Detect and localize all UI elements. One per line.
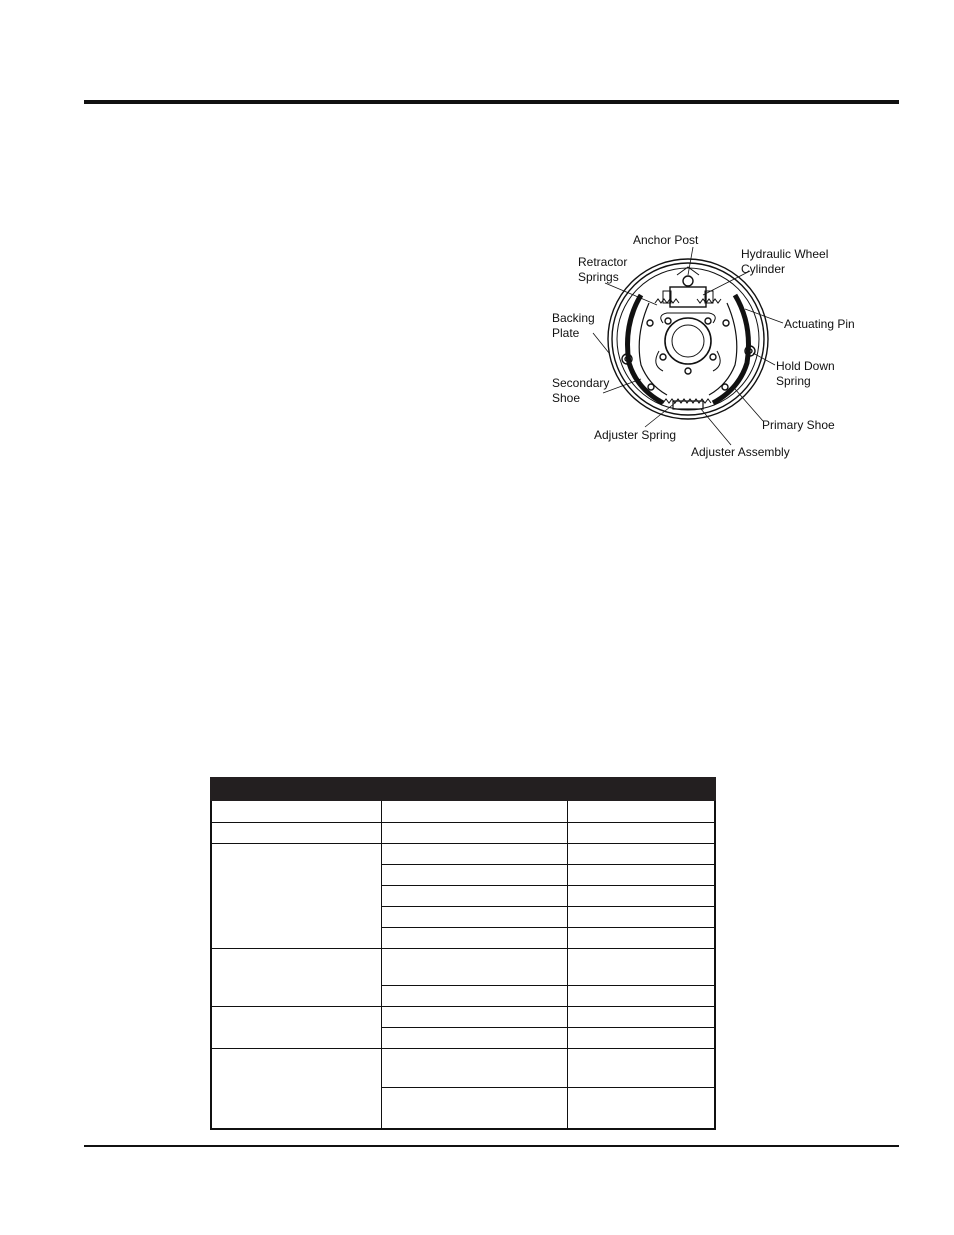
label-hydraulic-wheel-cylinder: Hydraulic Wheel Cylinder [741,247,829,276]
label-adjuster-spring: Adjuster Spring [594,428,677,442]
table-subrow-rule [381,985,716,986]
table-subrow-rule [381,1027,716,1028]
table-frame [210,801,716,1130]
column-divider [381,801,382,1130]
header-rule [84,100,899,104]
label-adjuster-assembly: Adjuster Assembly [691,445,790,459]
label-retractor-springs: Retractor Springs [578,255,628,284]
label-actuating-pin: Actuating Pin [784,317,855,331]
table-row-rule [210,948,716,949]
label-anchor-post: Anchor Post [633,233,699,247]
label-backing-plate: Backing Plate [552,311,595,340]
table-header-bar [210,777,716,801]
table-row-rule [210,822,716,823]
table-row-rule [210,1048,716,1049]
retractor-spring-right [697,299,721,303]
table-subrow-rule [381,864,716,865]
drum-brake-diagram [545,225,875,470]
label-secondary-shoe: Secondary Shoe [552,376,610,405]
wheel-cylinder [670,287,706,307]
drum-inner-ring [617,268,759,410]
table-row-rule [210,843,716,844]
column-divider [567,801,568,1130]
table-subrow-rule [381,906,716,907]
table-row-rule [210,1006,716,1007]
drum-outer-ring [608,259,768,419]
spec-table [210,777,716,1130]
label-primary-shoe: Primary Shoe [762,418,835,432]
anchor-post [683,276,693,286]
retractor-spring-left [655,299,679,303]
table-subrow-rule [381,927,716,928]
label-hold-down-spring: Hold Down Spring [776,359,835,388]
table-subrow-rule [381,885,716,886]
table-subrow-rule [381,1087,716,1088]
footer-rule [84,1145,899,1147]
